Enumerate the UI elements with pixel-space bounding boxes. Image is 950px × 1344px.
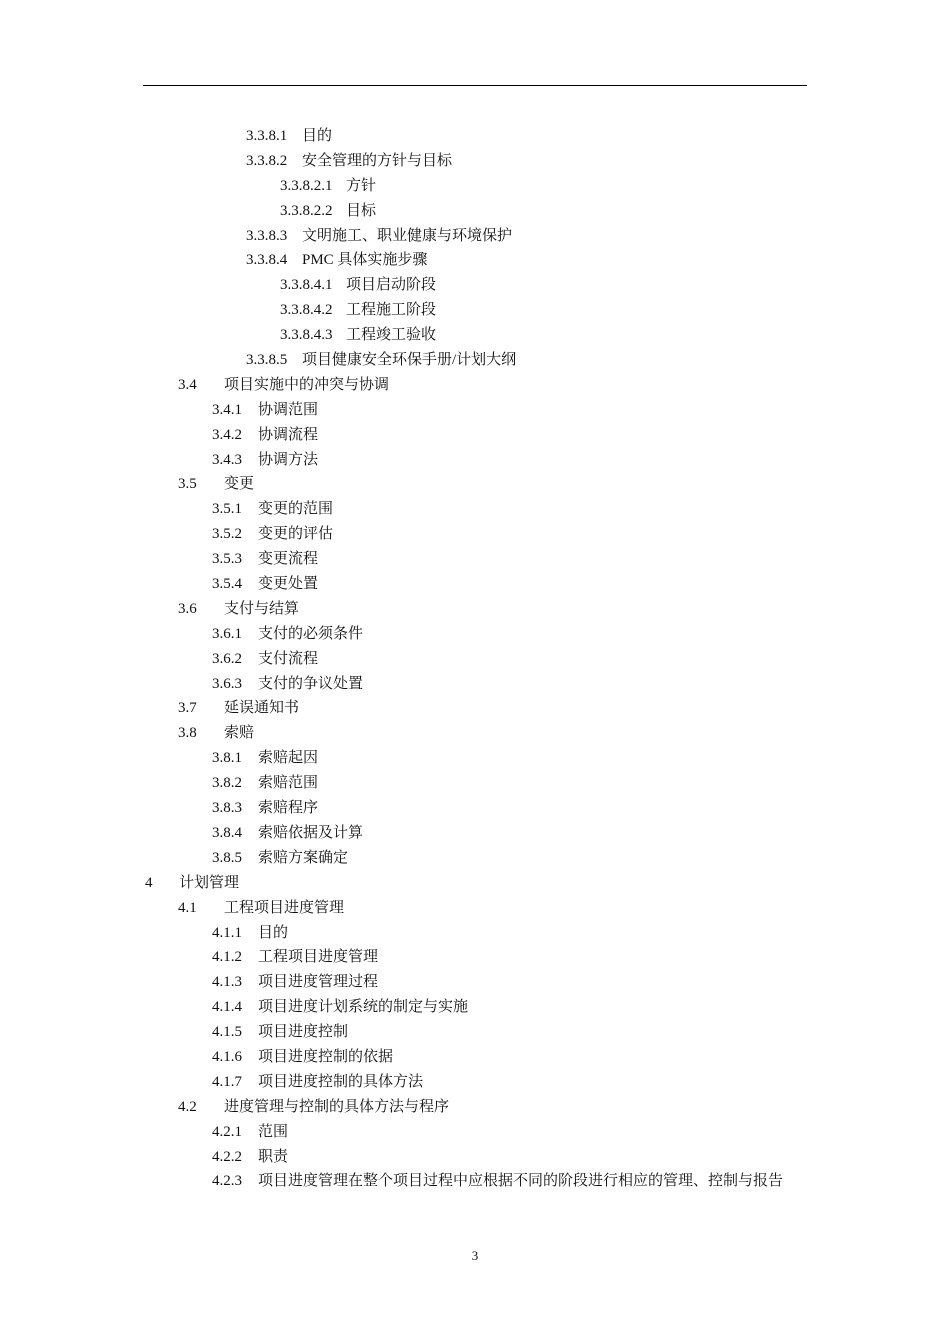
toc-entry-title: 支付的必须条件: [258, 625, 364, 642]
toc-entry: [0, 1120, 950, 1145]
toc-entry: [0, 896, 950, 921]
toc-entry-title: 目的: [302, 128, 333, 144]
toc-entry-number: 3.3.8.4.1: [280, 277, 333, 294]
toc-entry-number: 3.6.1: [212, 625, 242, 642]
toc-entry-title: 项目健康安全环保手册/计划大纲: [302, 352, 517, 369]
toc-entry-number: 4.1.1: [212, 924, 242, 941]
toc-entry-title: 范围: [258, 1123, 289, 1140]
toc-entry-title: 项目实施中的冲突与协调: [224, 376, 390, 393]
toc-entry: [0, 796, 950, 821]
toc-entry-number: 3.3.8.2: [246, 152, 288, 169]
toc-entry: [0, 696, 950, 721]
toc-entry: [0, 846, 950, 871]
toc-entry-number: 3.5.3: [212, 551, 242, 568]
toc-entry-title: 工程施工阶段: [346, 302, 437, 319]
toc-entry-number: 3.4.2: [212, 426, 242, 443]
toc-entry-title: 工程竣工验收: [346, 327, 437, 344]
toc-entry-number: 3.5.2: [212, 526, 242, 543]
toc-entry-number: 4.1.5: [212, 1024, 242, 1041]
toc-entry: [0, 124, 950, 149]
toc-entry-number: 3.6.3: [212, 675, 242, 692]
toc-entry-number: 3.8.5: [212, 849, 242, 866]
toc-entry-title: 项目进度控制: [258, 1024, 349, 1041]
toc-entry-title: 协调流程: [258, 426, 319, 443]
toc-entry-number: 3.8.3: [212, 800, 242, 817]
toc-entry-title: 工程项目进度管理: [224, 899, 345, 916]
toc-entry-title: 计划管理: [179, 874, 240, 891]
toc-entry-number: 3.8.1: [212, 750, 242, 767]
toc-entry: [0, 423, 950, 448]
toc-entry: [0, 921, 950, 946]
toc-entry-number: 4.1.4: [212, 999, 242, 1016]
toc-entry-number: 4.1.2: [212, 949, 242, 966]
toc-entry-title: 项目启动阶段: [346, 277, 437, 294]
toc-entry: [0, 273, 950, 298]
toc-entry-number: 4.2.1: [212, 1123, 242, 1140]
toc-entry-number: 4.1.6: [212, 1048, 242, 1065]
toc-entry-number: 3.8.2: [212, 775, 242, 792]
toc-entry-number: 3.3.8.4.3: [280, 327, 333, 344]
toc-entry: [0, 448, 950, 473]
toc-entry-title: PMC 具体实施步骤: [302, 252, 428, 269]
toc-entry-title: 索赔范围: [258, 775, 319, 792]
toc-entry-number: 3.3.8.3: [246, 227, 288, 244]
toc-entry: [0, 373, 950, 398]
toc-entry-title: 文明施工、职业健康与环境保护: [302, 227, 513, 244]
toc-entry-title: 索赔依据及计算: [258, 824, 364, 841]
toc-entry-title: 变更的评估: [258, 526, 334, 543]
toc-entry: [0, 174, 950, 199]
toc-entry-title: 协调方法: [258, 451, 319, 468]
toc-entry-number: 3.5.4: [212, 576, 242, 593]
toc-entry-title: 支付与结算: [224, 600, 300, 617]
toc-entry: [0, 1095, 950, 1120]
toc-entry: [0, 871, 950, 896]
toc-entry-title: 支付流程: [258, 650, 319, 667]
toc-entry-number: 3.6: [178, 600, 197, 617]
toc-entry: [0, 1145, 950, 1170]
toc-entry: [0, 522, 950, 547]
toc-entry: [0, 622, 950, 647]
toc-entry-title: 项目进度控制的依据: [258, 1048, 394, 1065]
toc-entry: [0, 1070, 950, 1095]
toc-entry-number: 4.2: [178, 1098, 197, 1115]
toc-entry-number: 4.1.3: [212, 974, 242, 991]
toc-entry-title: 安全管理的方针与目标: [302, 152, 453, 169]
toc-entry-number: 3.5.1: [212, 501, 242, 518]
toc-entry-number: 3.3.8.5: [246, 352, 288, 369]
toc-entry: [0, 1045, 950, 1070]
toc-entry-number: 3.3.8.2.1: [280, 177, 333, 194]
table-of-contents: [0, 124, 950, 1219]
toc-entry-title: 项目进度计划系统的制定与实施: [258, 999, 469, 1016]
toc-entry-title: 索赔起因: [258, 750, 319, 767]
toc-entry-title: 项目进度管理过程: [258, 974, 379, 991]
toc-entry-title: 延误通知书: [224, 700, 300, 717]
toc-entry-number: 4.1.7: [212, 1073, 242, 1090]
toc-entry: [0, 323, 950, 348]
toc-entry: [0, 1169, 950, 1219]
toc-entry: [0, 945, 950, 970]
toc-entry-title: 项目进度管理在整个项目过程中应根据不同的阶段进行相应的管理、控制与报告: [258, 1173, 784, 1190]
toc-entry: [0, 970, 950, 995]
toc-entry-number: 4.1: [178, 899, 197, 916]
toc-entry-number: 3.8.4: [212, 824, 242, 841]
toc-entry-title: 索赔: [224, 725, 255, 742]
toc-entry-number: 4.2.2: [212, 1148, 242, 1165]
toc-entry-title: 项目进度控制的具体方法: [258, 1073, 424, 1090]
toc-entry-title: 协调范围: [258, 401, 319, 418]
toc-entry-title: 目标: [346, 202, 377, 219]
toc-entry-number: 3.7: [178, 700, 197, 717]
toc-entry: [0, 298, 950, 323]
toc-entry: [0, 721, 950, 746]
toc-entry: [0, 472, 950, 497]
toc-entry: [0, 821, 950, 846]
header-rule: [143, 85, 807, 86]
toc-entry-title: 方针: [346, 177, 377, 194]
toc-entry-title: 支付的争议处置: [258, 675, 364, 692]
toc-entry: [0, 771, 950, 796]
toc-entry-title: 变更流程: [258, 551, 319, 568]
toc-entry: [0, 597, 950, 622]
toc-entry-number: 3.3.8.2.2: [280, 202, 333, 219]
toc-entry-title: 变更处置: [258, 576, 319, 593]
toc-entry-title: 进度管理与控制的具体方法与程序: [224, 1098, 450, 1115]
toc-entry: [0, 995, 950, 1020]
toc-entry-title: 索赔程序: [258, 800, 319, 817]
page-number: 3: [471, 1248, 479, 1263]
toc-entry-title: 变更的范围: [258, 501, 334, 518]
toc-entry-number: 4: [145, 874, 153, 891]
toc-entry: [0, 647, 950, 672]
toc-entry: [0, 572, 950, 597]
toc-entry-number: 3.4: [178, 376, 197, 393]
toc-entry: [0, 398, 950, 423]
toc-entry-title: 目的: [258, 924, 289, 941]
toc-entry: [0, 746, 950, 771]
toc-entry: [0, 1020, 950, 1045]
toc-entry-number: 3.5: [178, 476, 197, 493]
toc-entry-title: 工程项目进度管理: [258, 949, 379, 966]
toc-entry-title: 索赔方案确定: [258, 849, 349, 866]
toc-entry: [0, 547, 950, 572]
toc-entry-number: 3.8: [178, 725, 197, 742]
toc-entry: [0, 199, 950, 224]
toc-entry-number: 3.3.8.1: [246, 128, 288, 144]
toc-entry: [0, 224, 950, 249]
toc-entry: [0, 248, 950, 273]
toc-entry-number: 3.3.8.4.2: [280, 302, 333, 319]
toc-entry-number: 3.6.2: [212, 650, 242, 667]
toc-entry: [0, 672, 950, 697]
toc-entry: [0, 348, 950, 373]
toc-entry: [0, 149, 950, 174]
toc-entry-number: 3.4.1: [212, 401, 242, 418]
toc-entry: [0, 497, 950, 522]
toc-entry-number: 4.2.3: [212, 1173, 242, 1190]
toc-entry-number: 3.3.8.4: [246, 252, 288, 269]
toc-entry-title: 变更: [224, 476, 255, 493]
toc-entry-number: 3.4.3: [212, 451, 242, 468]
toc-entry-title: 职责: [258, 1148, 289, 1165]
